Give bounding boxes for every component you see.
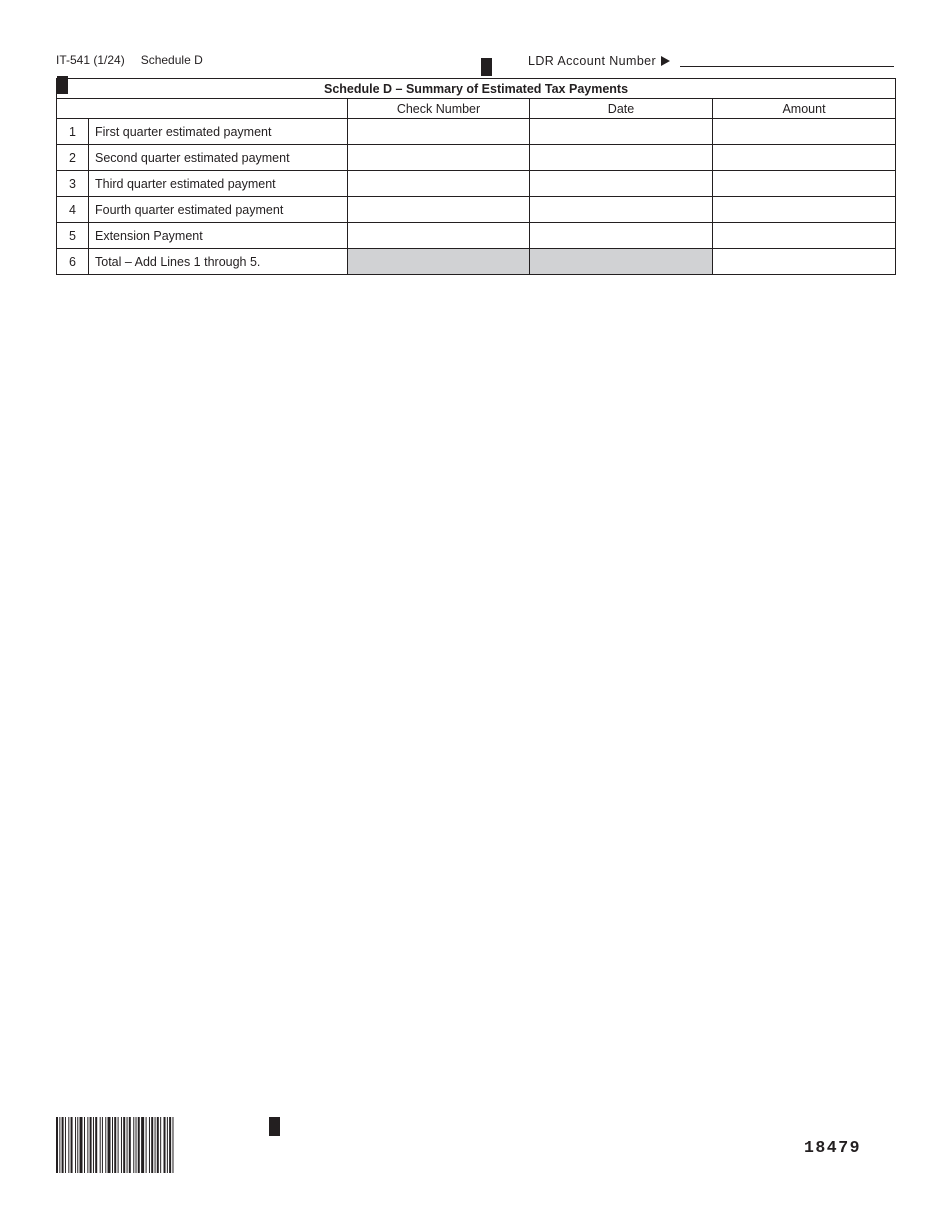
form-code: IT-541 (1/24) [56, 53, 125, 67]
amount-field[interactable] [713, 171, 896, 197]
barcode-bar [167, 1117, 168, 1173]
line-description: Extension Payment [89, 223, 348, 249]
barcode-bar [68, 1117, 69, 1173]
line-number: 6 [57, 249, 89, 275]
barcode-bar [95, 1117, 97, 1173]
line-description: Total – Add Lines 1 through 5. [89, 249, 348, 275]
line-description: Third quarter estimated payment [89, 171, 348, 197]
barcode-bar [56, 1117, 58, 1173]
shaded-cell-date [530, 249, 713, 275]
shaded-cell-check-number [348, 249, 530, 275]
date-field[interactable] [530, 223, 713, 249]
line-description: First quarter estimated payment [89, 119, 348, 145]
barcode-bar [151, 1117, 153, 1173]
schedule-d-table [56, 78, 896, 275]
table-row-line-2 [57, 145, 896, 171]
ldr-account-number-field[interactable] [680, 66, 894, 67]
barcode-bar [105, 1117, 106, 1173]
barcode-bar [149, 1117, 150, 1173]
table-row-line-1 [57, 119, 896, 145]
amount-field[interactable] [713, 145, 896, 171]
barcode-bar [118, 1117, 119, 1173]
form-identifier [56, 53, 203, 67]
barcode-bar [65, 1117, 66, 1173]
barcode-bar [136, 1117, 137, 1173]
barcode-bar [160, 1117, 161, 1173]
barcode-bar [108, 1117, 111, 1173]
barcode-bar [129, 1117, 131, 1173]
barcode-bar [141, 1117, 144, 1173]
line-number: 4 [57, 197, 89, 223]
registration-mark-top [481, 58, 492, 76]
barcode-bar [84, 1117, 85, 1173]
check-number-field[interactable] [348, 145, 530, 171]
barcode-bar [100, 1117, 101, 1173]
check-number-field[interactable] [348, 171, 530, 197]
barcode-bar [114, 1117, 116, 1173]
amount-field[interactable] [713, 223, 896, 249]
pointer-arrow-icon [661, 56, 670, 66]
line-number: 1 [57, 119, 89, 145]
check-number-field[interactable] [348, 223, 530, 249]
barcode-bar [75, 1117, 76, 1173]
barcode-bar [87, 1117, 88, 1173]
barcode-bar [59, 1117, 60, 1173]
table-row-line-5 [57, 223, 896, 249]
line-description: Second quarter estimated payment [89, 145, 348, 171]
date-field[interactable] [530, 145, 713, 171]
line-number: 5 [57, 223, 89, 249]
barcode-icon [56, 1117, 231, 1173]
date-field[interactable] [530, 119, 713, 145]
line-description: Fourth quarter estimated payment [89, 197, 348, 223]
barcode-bar [155, 1117, 156, 1173]
barcode-bar [93, 1117, 94, 1173]
ldr-account-label: LDR Account Number [528, 54, 657, 68]
barcode-bar [172, 1117, 173, 1173]
document-number: 18479 [804, 1138, 862, 1157]
column-header-check-number: Check Number [348, 99, 530, 119]
date-field[interactable] [530, 171, 713, 197]
header-blank [57, 99, 348, 119]
barcode-bar [121, 1117, 122, 1173]
barcode-bar [146, 1117, 147, 1173]
barcode-bar [169, 1117, 171, 1173]
barcode-bar [62, 1117, 64, 1173]
schedule-label: Schedule D [140, 53, 203, 67]
total-amount-field[interactable] [713, 249, 896, 275]
amount-field[interactable] [713, 197, 896, 223]
ldr-account-label-group [528, 54, 670, 68]
line-number: 3 [57, 171, 89, 197]
barcode-bar [164, 1117, 166, 1173]
barcode-bar [127, 1117, 128, 1173]
column-header-date: Date [530, 99, 713, 119]
barcode-bar [71, 1117, 73, 1173]
table-row-line-6-total [57, 249, 896, 275]
barcode-bar [102, 1117, 103, 1173]
barcode-bar [123, 1117, 125, 1173]
barcode-bar [133, 1117, 134, 1173]
line-number: 2 [57, 145, 89, 171]
barcode-bar [77, 1117, 78, 1173]
date-field[interactable] [530, 197, 713, 223]
barcode-bar [80, 1117, 83, 1173]
barcode-bar [90, 1117, 92, 1173]
table-row-line-3 [57, 171, 896, 197]
amount-field[interactable] [713, 119, 896, 145]
table-title: Schedule D – Summary of Estimated Tax Payments [57, 79, 896, 99]
check-number-field[interactable] [348, 119, 530, 145]
registration-mark-bottom [269, 1117, 280, 1136]
table-row-line-4 [57, 197, 896, 223]
barcode-bar [112, 1117, 113, 1173]
check-number-field[interactable] [348, 197, 530, 223]
column-header-amount: Amount [713, 99, 896, 119]
barcode-bar [157, 1117, 159, 1173]
barcode-bar [138, 1117, 140, 1173]
